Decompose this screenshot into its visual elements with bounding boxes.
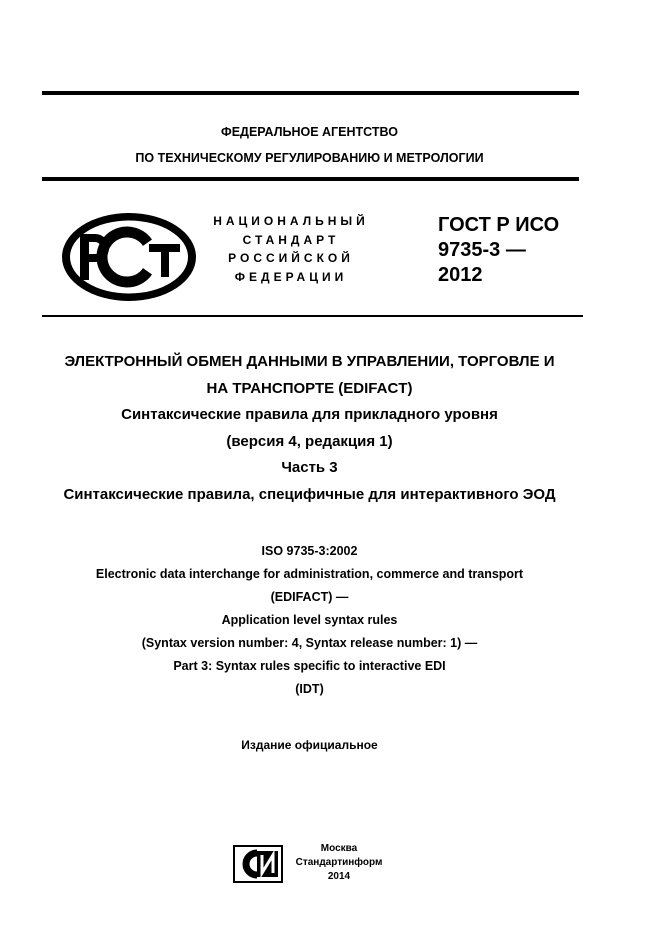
standartinform-logo-icon (233, 845, 283, 883)
edition-label: Издание официальное (241, 738, 378, 752)
title-ru-line: Часть 3 (281, 459, 338, 477)
agency-line-1: ФЕДЕРАЛЬНОЕ АГЕНТСТВО (221, 125, 398, 139)
designation-rule (42, 315, 583, 317)
publisher-name: Стандартинформ (295, 857, 383, 868)
title-ru-line: НА ТРАНСПОРТЕ (EDIFACT) (206, 379, 413, 397)
title-en-line: (IDT) (295, 682, 324, 696)
title-russian (40, 349, 579, 509)
agency-header (40, 119, 579, 171)
title-english (40, 540, 579, 701)
designation-line: 2012 (438, 264, 483, 286)
title-ru-line: Синтаксические правила, специфичные для интерактивного ЭОД (63, 485, 556, 503)
publisher-year: 2014 (327, 871, 351, 882)
standard-designation (438, 213, 559, 288)
title-en-line: Application level syntax rules (221, 613, 398, 627)
title-ru-line: (версия 4, редакция 1) (226, 432, 393, 450)
title-en-line: (EDIFACT) — (270, 590, 349, 604)
publisher-block (285, 842, 393, 884)
title-ru-line: ЭЛЕКТРОННЫЙ ОБМЕН ДАННЫМИ В УПРАВЛЕНИИ, ТОРГОВЛЕ И (64, 353, 555, 370)
title-ru-line: Синтаксические правила для прикладного уровня (121, 406, 498, 424)
header-bottom-rule (42, 177, 579, 181)
standard-type-line: РОССИЙСКОЙ (228, 251, 354, 265)
standard-type-line: СТАНДАРТ (242, 232, 340, 247)
standard-type-line: ФЕДЕРАЦИИ (234, 269, 348, 284)
designation-line: ГОСТ Р ИСО (438, 214, 560, 236)
title-en-line: (Syntax version number: 4, Syntax release number: 1) — (141, 636, 478, 650)
agency-line-2: ПО ТЕХНИЧЕСКОМУ РЕГУЛИРОВАНИЮ И МЕТРОЛОГИИ (135, 151, 484, 165)
title-en-line: Part 3: Syntax rules specific to interactive EDI (173, 659, 446, 673)
title-en-line: ISO 9735-3:2002 (261, 544, 358, 558)
designation-line: 9735-3 — (438, 239, 526, 261)
publisher-city: Москва (320, 843, 358, 854)
top-rule (42, 91, 579, 95)
standard-type-line: НАЦИОНАЛЬНЫЙ (213, 214, 369, 228)
gost-r-conformity-mark-icon (61, 212, 197, 302)
title-en-line: Electronic data interchange for administration, commerce and transport (95, 567, 524, 581)
standard-type-block (200, 212, 378, 286)
